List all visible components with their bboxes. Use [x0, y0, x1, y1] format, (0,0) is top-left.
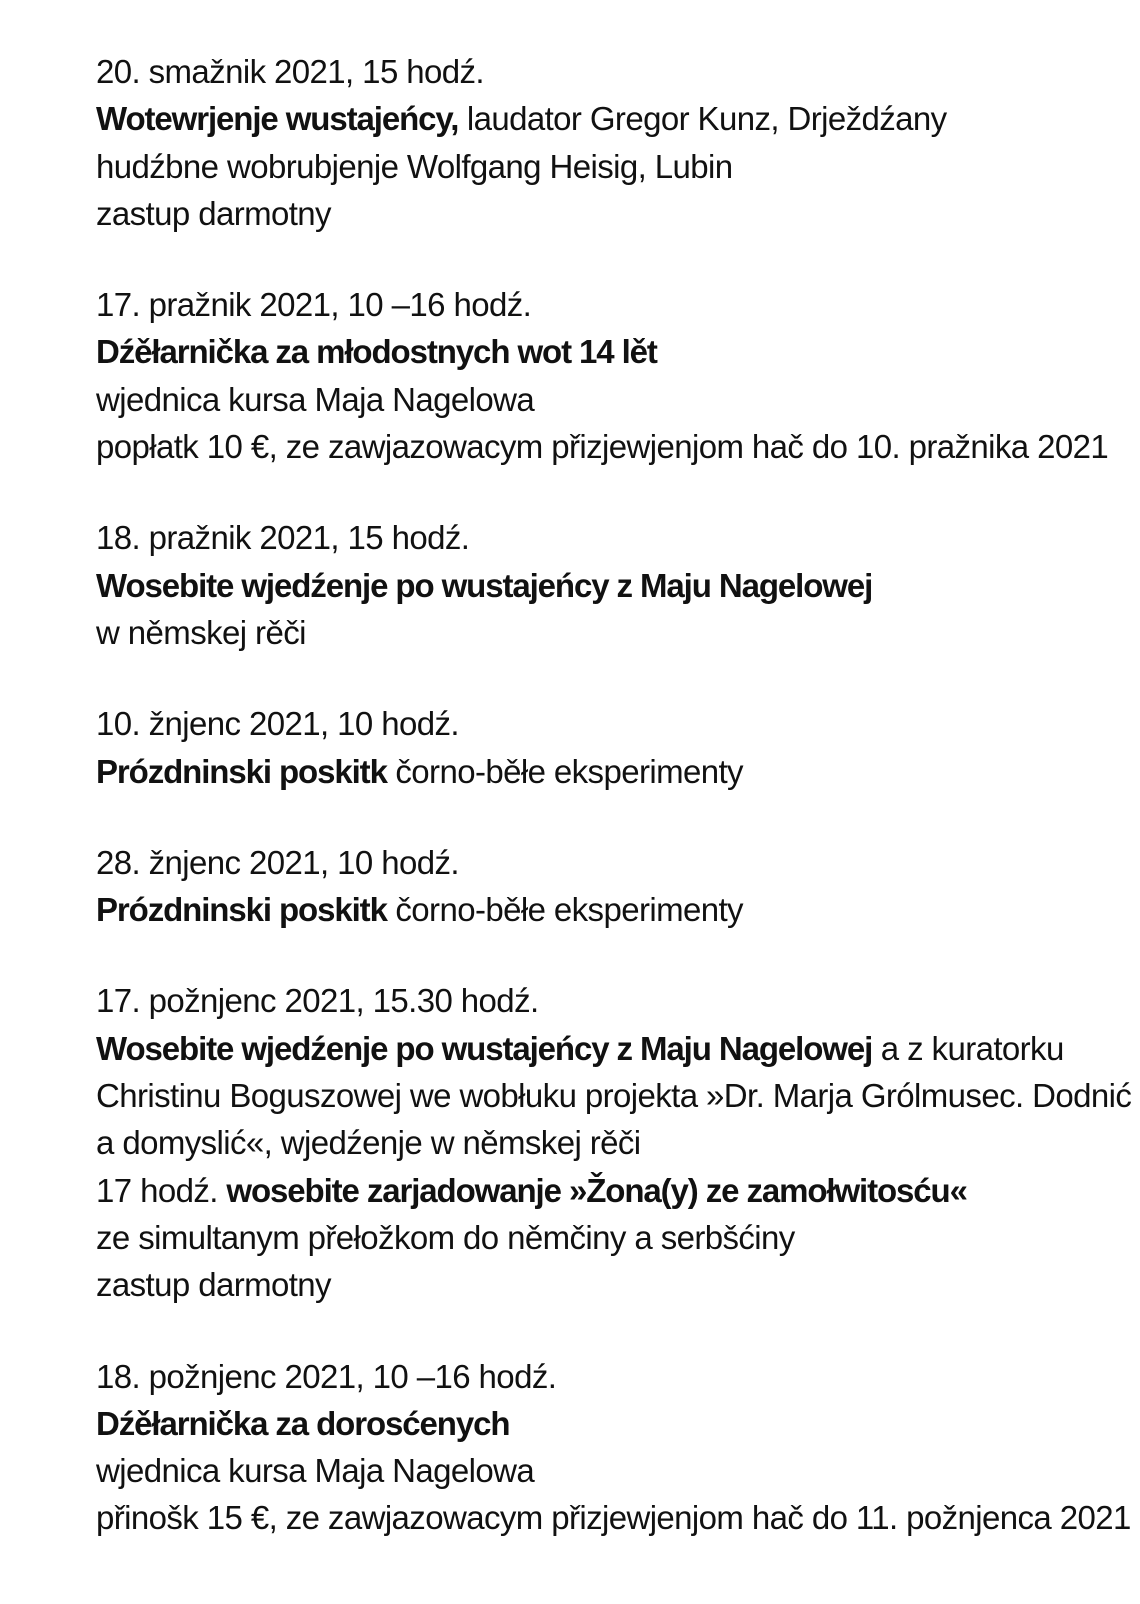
event-title-suffix: laudator Gregor Kunz, Drježdźany: [458, 100, 947, 138]
event-program: [96, 48, 1132, 1586]
event-title: Prózdninski poskitk: [96, 752, 387, 790]
event-detail: hudźbne wobrubjenje Wolfgang Heisig, Lubin: [96, 147, 733, 185]
event-2: [96, 281, 1109, 470]
event-title: Prózdninski poskitk: [96, 891, 387, 929]
event-title-line: [96, 1025, 1106, 1072]
event-detail: přinošk 15 €, ze zawjazowacym přizjewjenjom hač do 11. požnjenca 2021: [96, 1499, 1131, 1537]
event-1: [96, 48, 1106, 237]
event-date: 10. žnjenc 2021, 10 hodź.: [96, 705, 459, 743]
event-title: Dźěłarnička za młodostnych wot 14 lět: [96, 333, 657, 371]
event-title-suffix: čorno-běłe eksperimenty: [386, 891, 743, 929]
event-date: 17. pražnik 2021, 10 –16 hodź.: [96, 286, 532, 324]
event-title-line: [96, 95, 1106, 142]
event-extra-title: wosebite zarjadowanje »Žona(y) ze zamołwitosću«: [226, 1171, 967, 1209]
event-title-line: [96, 886, 1106, 933]
event-6: [96, 977, 1132, 1308]
event-date: 20. smažnik 2021, 15 hodź.: [96, 53, 484, 90]
event-title: Dźěłarnička za dorosćenych: [96, 1404, 510, 1442]
event-title-suffix: čorno-běłe eksperimenty: [386, 752, 743, 790]
event-detail: wjednica kursa Maja Nagelowa: [96, 380, 535, 418]
event-detail: popłatk 10 €, ze zawjazowacym přizjewjenjom hač do 10. pražnika 2021: [96, 428, 1109, 466]
event-7: [96, 1353, 1131, 1542]
event-title-line: [96, 748, 1106, 795]
event-title-suffix: a z kuratorku: [872, 1029, 1064, 1067]
event-title: Wosebite wjedźenje po wustajeńcy z Maju Nagelowej: [96, 566, 873, 604]
event-date: 17. požnjenc 2021, 15.30 hodź.: [96, 982, 539, 1020]
event-extra-time: 17 hodź.: [96, 1171, 227, 1209]
event-detail: Christinu Boguszowej we wobłuku projekta »Dr. Marja Grólmusec. Dodnić: [96, 1077, 1132, 1115]
event-extra-line: [96, 1167, 1106, 1214]
event-5: [96, 839, 1106, 934]
event-title: Wotewrjenje wustajeńcy,: [96, 100, 459, 138]
event-detail: a domyslić«, wjedźenje w němskej rěči: [96, 1124, 641, 1162]
event-detail: zastup darmotny: [96, 194, 331, 232]
event-date: 18. požnjenc 2021, 10 –16 hodź.: [96, 1357, 557, 1395]
event-detail: wjednica kursa Maja Nagelowa: [96, 1452, 535, 1490]
event-date: 18. pražnik 2021, 15 hodź.: [96, 519, 470, 557]
event-detail: ze simultanym přełožkom do němčiny a serbšćiny: [96, 1218, 795, 1256]
event-3: [96, 514, 1106, 656]
event-detail: w němskej rěči: [96, 613, 306, 651]
event-4: [96, 700, 1106, 795]
event-detail: zastup darmotny: [96, 1266, 331, 1304]
event-title: Wosebite wjedźenje po wustajeńcy z Maju Nagelowej: [96, 1029, 873, 1067]
event-date: 28. žnjenc 2021, 10 hodź.: [96, 843, 459, 881]
